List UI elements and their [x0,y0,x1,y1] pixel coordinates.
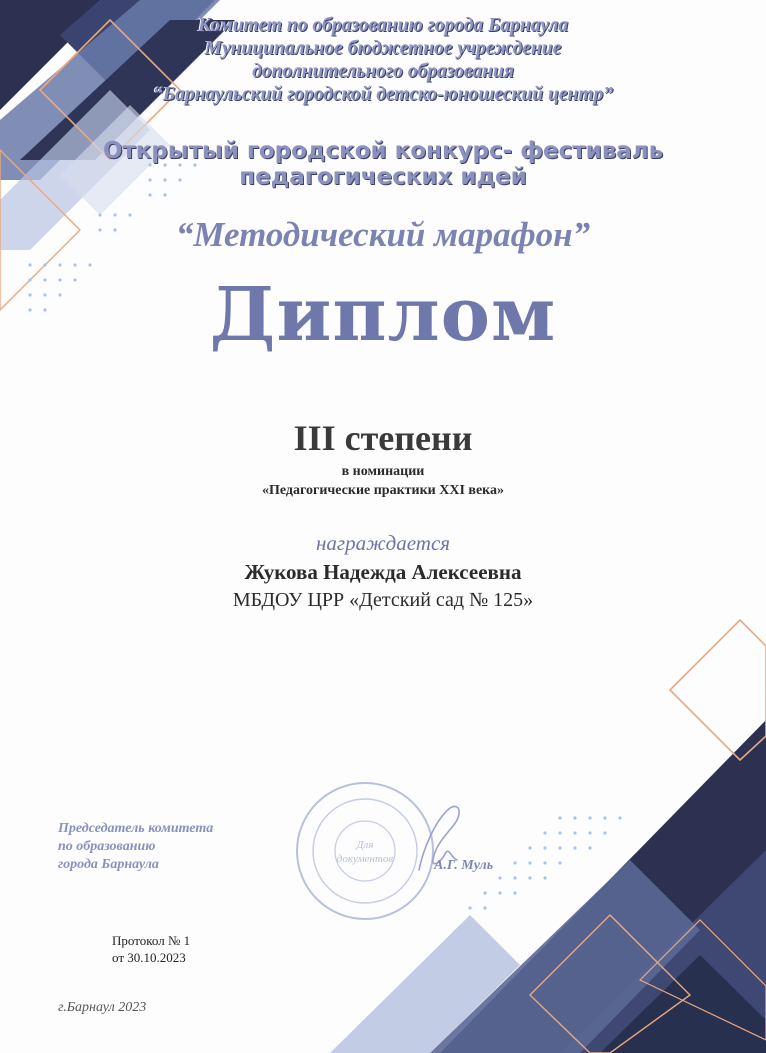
degree: III степени [293,418,473,458]
org-line: дополнительного образования [252,61,514,82]
position-line: Председатель комитета [58,821,214,836]
recipient-name: Жукова Надежда Алексеевна [244,560,522,584]
contest-title [0,138,766,190]
organization-header [0,14,766,106]
contest-name: “Методический марафон” [175,215,591,254]
diploma-title: Диплом [209,272,557,358]
svg-text:документов: документов [336,853,394,865]
org-line: Комитет по образованию города Барнаула [197,15,569,36]
org-line: Муниципальное бюджетное учреждение [204,38,562,59]
svg-text:Для: Для [356,839,374,851]
awarded-label: награждается [315,531,451,555]
nomination: «Педагогические практики XXI века» [261,483,505,498]
recipient-institution: МБДОУ ЦРР «Детский сад № 125» [232,589,534,611]
protocol-date: от 30.10.2023 [112,950,186,965]
position-line: города Барнаула [58,857,159,872]
city-year: г.Барнаул 2023 [58,1000,147,1015]
signatory-name: А.Г. Муль [434,858,494,873]
contest-line-2: педагогических идей [239,164,527,190]
protocol-info [112,932,190,966]
protocol-number: Протокол № 1 [112,933,191,948]
position-line: по образованию [58,839,156,854]
contest-line-1: Открытый городской конкурс- фестиваль [102,138,664,164]
nomination-label: в номинации [341,464,425,479]
org-line: “Барнаульский городской детско-юношеский центр” [152,84,614,105]
signatory-position [58,820,213,874]
